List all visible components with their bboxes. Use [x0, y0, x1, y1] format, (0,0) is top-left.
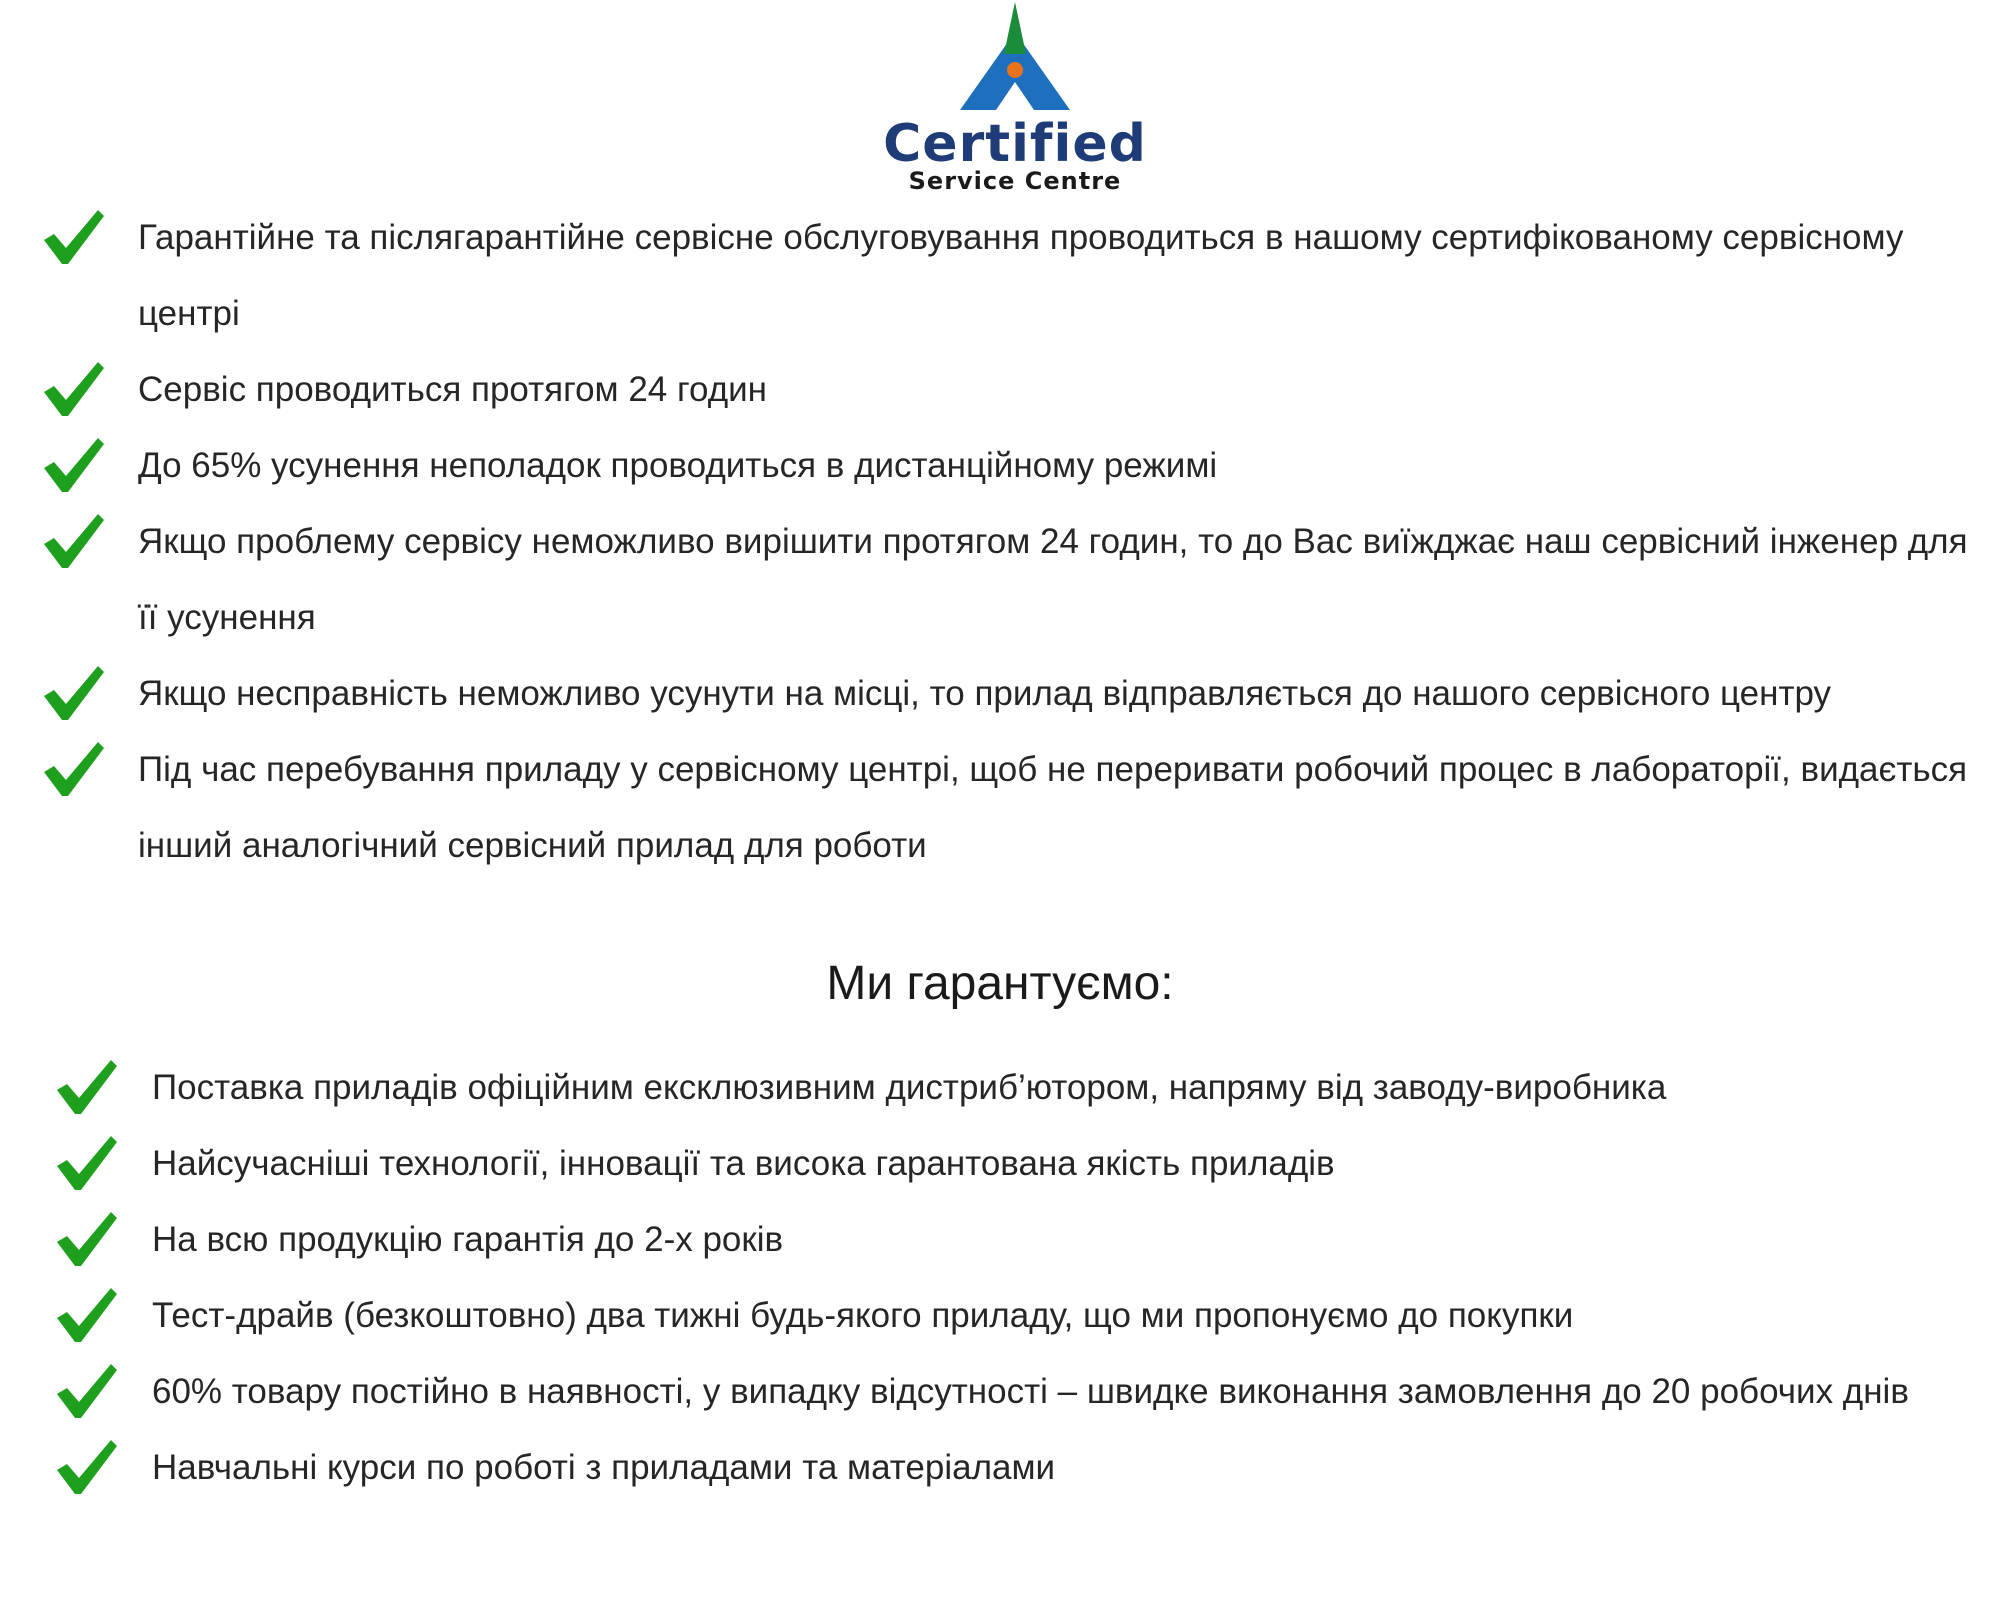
services-list [40, 200, 1990, 884]
check-mark-icon [40, 206, 108, 268]
check-mark-icon [52, 1284, 122, 1346]
check-mark-icon [52, 1132, 122, 1194]
logo-triangle-icon [950, 2, 1080, 114]
service-text: Гарантійне та післягарантійне сервісне обслуговування проводиться в нашому сертифікованому сервісному центрі [138, 218, 1904, 333]
certified-service-centre-logo [870, 2, 1160, 194]
guarantees-list [52, 1050, 1992, 1506]
guarantee-text: Найсучасніші технології, інновації та висока гарантована якість приладів [152, 1144, 1335, 1183]
guarantee-text: Навчальні курси по роботі з приладами та матеріалами [152, 1448, 1056, 1487]
service-text: Під час перебування приладу у сервісному центрі, щоб не переривати робочий процес в лабораторії, видається інший аналогічний сервісний прилад для роботи [138, 750, 1968, 865]
list-item [40, 200, 1990, 352]
logo-subtitle: Service Centre [908, 167, 1122, 195]
check-mark-icon [52, 1208, 122, 1270]
guarantee-text: Тест-драйв (безкоштовно) два тижні будь-якого приладу, що ми пропонуємо до покупки [152, 1296, 1574, 1335]
check-mark-icon [40, 510, 108, 572]
check-mark-icon [40, 434, 108, 496]
guarantee-text: Поставка приладів офіційним ексклюзивним дистриб’ютором, напряму від заводу-виробника [152, 1068, 1667, 1107]
service-text: Якщо несправність неможливо усунути на місці, то прилад відправляється до нашого сервісного центру [138, 674, 1832, 713]
service-text: Якщо проблему сервісу неможливо вирішити протягом 24 годин, то до Вас виїжджає наш сервісний інженер для її усунення [138, 522, 1968, 637]
list-item [40, 428, 1990, 504]
list-item [52, 1202, 1992, 1278]
guarantee-text: 60% товару постійно в наявності, у випадку відсутності – швидке виконання замовлення до 20 робочих днів [152, 1372, 1909, 1411]
service-text: Сервіс проводиться протягом 24 годин [138, 370, 767, 409]
list-item [40, 656, 1990, 732]
check-mark-icon [40, 358, 108, 420]
list-item [52, 1050, 1992, 1126]
logo-wordmark: Certified [883, 114, 1147, 174]
check-mark-icon [40, 662, 108, 724]
list-item [52, 1354, 1992, 1430]
list-item [52, 1278, 1992, 1354]
service-text: До 65% усунення неполадок проводиться в дистанційному режимі [138, 446, 1218, 485]
guarantees-heading: Ми гарантуємо: [826, 957, 1174, 1010]
list-item [40, 732, 1990, 884]
check-mark-icon [40, 738, 108, 800]
check-mark-icon [52, 1360, 122, 1422]
guarantee-text: На всю продукцію гарантія до 2-х років [152, 1220, 784, 1259]
list-item [40, 504, 1990, 656]
check-mark-icon [52, 1436, 122, 1498]
check-mark-icon [52, 1056, 122, 1118]
list-item [52, 1430, 1992, 1506]
list-item [40, 352, 1990, 428]
list-item [52, 1126, 1992, 1202]
